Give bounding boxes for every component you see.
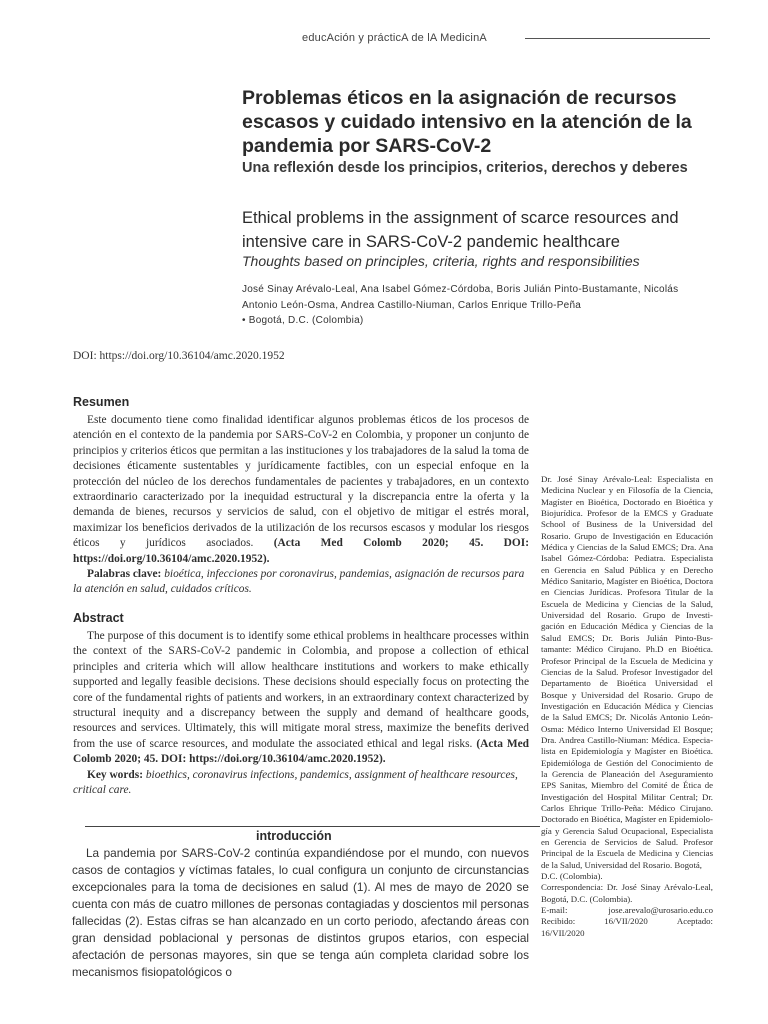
resumen-text: Este documento tiene como finalidad identificar algunos problemas éticos de los procesos de atención en el contexto de la pandemia por SARS-CoV-2 en Colombia, y proponer un conjunto de principios y criterios éticos que permitan a las instituciones y los trabajadores de la salud la toma de decisiones éticamente sustentables y jurídicamente factibles, con un especial enfoque en la protección del núcleo de los derechos fundamentales de pacientes y trabajadores, en un contexto extraordinario caracterizado por la inequidad estructural y la discrepancia entre la oferta y la demanda de bienes, recursos y servicios de salud, con el objetivo de mitigar el estrés moral, maximizar los beneficios derivados de la utilización de los recursos escasos y modular los riesgos éticos y jurídicos asociados. <box>73 414 529 550</box>
intro-paragraph: La pandemia por SARS-CoV-2 continúa expandiéndose por el mundo, con nuevos casos de contagios y víctimas fatales, lo cual configura un conjunto de circunstancias excepcionales para la toma de decisiones en salud (1). Al mes de mayo de 2020 se cuenta con más de cuatro millones de personas contagiadas y doscientos mil personas fallecidas (2). Estas cifras se han alcanzado en un corto periodo, afectando áreas con gran densidad poblacional y personas de distintos grupos etarios, con especial afectación de personas mayores, sin que se tenga aún completa claridad sobre los mecanismos fisiopatológicos o <box>72 846 529 979</box>
author-block <box>242 282 712 329</box>
author-location: • Bogotá, D.C. (Colombia) <box>242 315 364 326</box>
accepted-label: Aceptado: <box>676 916 713 927</box>
abstract-keywords <box>73 768 529 799</box>
author-list: José Sinay Arévalo-Leal, Ana Isabel Gómez-Córdoba, Boris Julián Pinto-Bustamante, Nicolás Antonio León-Osma, Andrea Castillo-Niuman, Carlos Enrique Trillo-Peña <box>242 284 679 311</box>
resumen-section <box>73 413 529 598</box>
email-row <box>541 905 713 916</box>
abstract-paragraph <box>73 629 529 768</box>
abstract-keywords-label: Key words: <box>87 768 143 781</box>
dates-row <box>541 916 713 927</box>
intro-heading: introducción <box>256 829 332 843</box>
resumen-heading: Resumen <box>73 395 130 409</box>
email-label: E-mail: <box>541 905 568 916</box>
affiliations-text: Dr. José Sinay Arévalo-Leal: Especialista en Medicina Nuclear y en Filosofía de la Ciencia, Magíster en Bioética, Doctorado en Bioética y Biojurídica. Profesor de la EMCS y Graduate School of Business de la Universidad del Rosario. Grupo de Investigación en Educación Médica y Ciencias de la Salud EMCS; Dra. Ana Isabel Gómez-Córdoba: Pediatra. Especialista en Gerencia en Salud Pública y en Derecho Médico Sanitario, Magíster en Bioética, Doctora en Ciencias Jurídicas. Profesora Titular de la Escuela de Medicina y Ciencias de la Salud, Universidad del Rosario. Grupo de Investi- gación en Educación Médica y Ciencias de la Salud EMCS; Dr. Boris Julián Pinto-Bus- tamante: Médico Cirujano. Ph.D en Bioética. Profesor Principal de la Escuela de Medicina y Ciencias de la Salud. Profesor Investigador del Departamento de Bioética Universidad el Bosque y Universidad del Rosario. Grupo de Investigación en Educación Médica y Ciencias de la Salud EMCS; Dr. Nicolás Antonio León- Osma: Médico Interno Universidad El Bosque; Dra. Andrea Castillo-Niuman: Médica. Especia- lista en Epidemiología y Magíster en Bioética. Epidemióloga de Gestión del Conocimiento de la Gerencia de Planeación del Aseguramiento EPS Sanitas, Miembro del Comité de Ética de Investigación del Hospital Militar Central; Dr. Carlos Ehrique Trillo-Peña: Médico Cirujano. Doctorado en Bioética, Magíster en Epidemiolo- gía y Gerencia Salud Ocupacional, Especialista en Gerencia de Servicios de Salud. Profesor Principal de la Escuela de Medicina y Ciencias de la Salud, Universidad del Rosario. Bogotá, <box>541 474 713 870</box>
affiliations-sidebar <box>541 474 713 939</box>
abstract-heading: Abstract <box>73 611 124 625</box>
resumen-keywords-label: Palabras clave: <box>87 568 162 581</box>
journal-running-head: educAción y prácticA de lA MedicinA <box>302 32 487 44</box>
resumen-keywords-text: bioética, infecciones por coronavirus, pandemias, asignación de recursos para la atención en salud, cuidados críticos. <box>73 568 525 596</box>
received-label: Recibido: <box>541 916 576 927</box>
accepted-date: 16/VII/2020 <box>541 927 585 938</box>
affiliations-location: D.C. (Colombia). <box>541 871 603 882</box>
resumen-keywords <box>73 567 529 598</box>
resumen-paragraph <box>73 413 529 567</box>
abstract-section <box>73 629 529 798</box>
abstract-keywords-text: bioethics, coronavirus infections, pandemics, assignment of healthcare resources, critical care. <box>73 768 518 797</box>
abstract-citation[interactable]: (Acta Med Colomb 2020; 45. DOI: https://doi.org/10.36104/amc.2020.1952). <box>73 737 529 766</box>
article-subtitle-en: Thoughts based on principles, criteria, rights and responsibilities <box>242 253 640 269</box>
correspondence-line: Correspondencia: Dr. José Sinay Arévalo-Leal, Bogotá, D.C. (Colombia). <box>541 882 713 904</box>
received-date: 16/VII/2020 <box>604 916 648 927</box>
header-divider <box>525 38 710 39</box>
email-link[interactable]: jose.arevalo@urosario.edu.co <box>608 905 713 916</box>
intro-divider <box>85 826 540 827</box>
article-title-es: Problemas éticos en la asignación de recursos escasos y cuidado intensivo en la atención de la pandemia por SARS-CoV-2 <box>242 87 692 157</box>
abstract-text: The purpose of this document is to identify some ethical problems in healthcare processes within the context of the SARS-CoV-2 pandemic in Colombia, and propose a collection of ethical principles and criteria which will allow healthcare institutions and workers to make ethically supported and legally feasible decisions. These decisions should especially focus on protecting the core of the fundamental rights of patients and workers, in an extraordinary context characterized by structural inequity and a discrepancy between the supply and demand of healthcare goods, resources and services. Ultimately, this will mitigate moral stress, maximize the benefits derived from the use of scarce resources, and modulate the associated ethical and legal risks. <box>73 630 529 750</box>
article-title-en: Ethical problems in the assignment of scarce resources and intensive care in SARS-CoV-2 pandemic healthcare <box>242 209 679 251</box>
resumen-citation[interactable]: (Acta Med Colomb 2020; 45. DOI: https://doi.org/10.36104/amc.2020.1952). <box>73 537 529 565</box>
article-subtitle-es: Una reflexión desde los principios, criterios, derechos y deberes <box>242 160 688 176</box>
doi-line[interactable]: DOI: https://doi.org/10.36104/amc.2020.1952 <box>73 350 285 362</box>
